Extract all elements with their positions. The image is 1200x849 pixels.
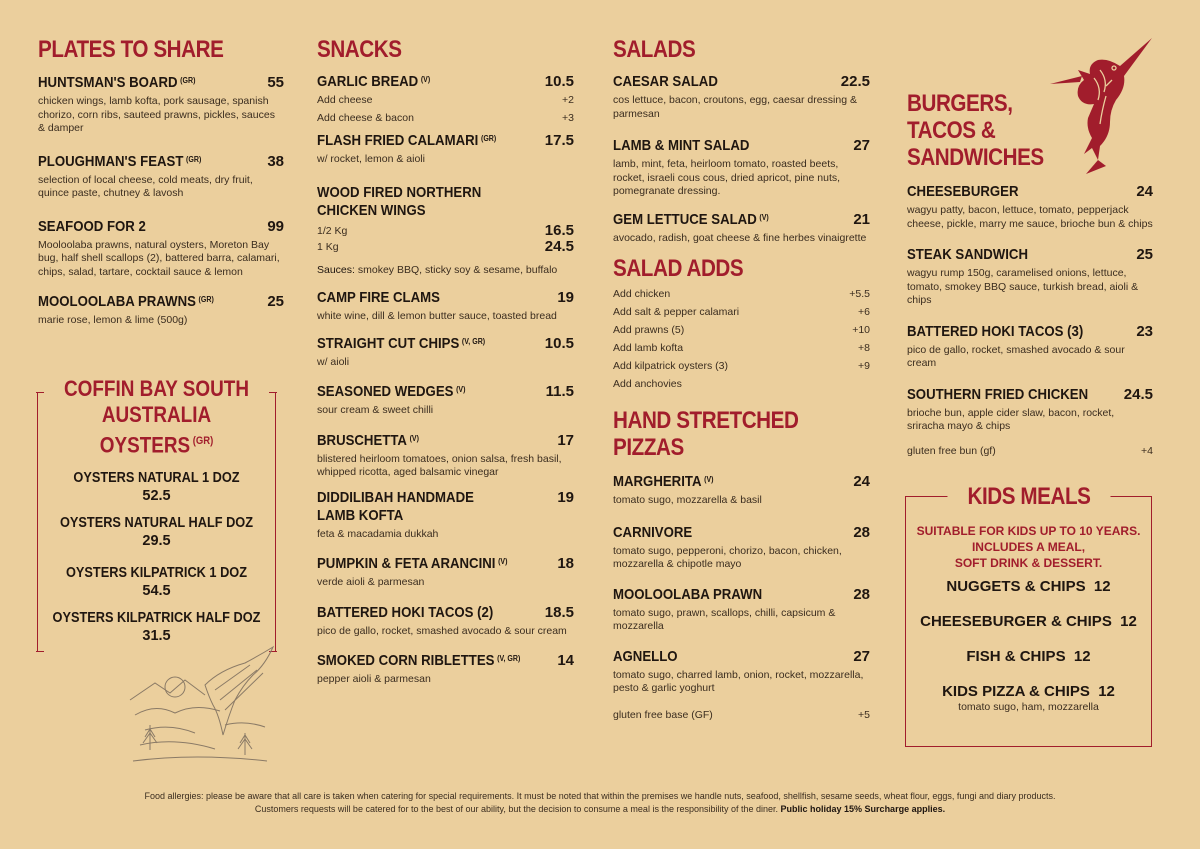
item-name: HUNTSMAN'S BOARD [38, 74, 178, 91]
dietary-tag: (GR) [192, 435, 214, 447]
item-price: 22.5 [840, 73, 870, 90]
item-description: brioche bun, apple cider slaw, bacon, rocket, sriracha mayo & chips [907, 406, 1115, 432]
item-description: tomato sugo, mozzarella & basil [613, 494, 762, 506]
menu-item [317, 184, 574, 278]
dietary-tag: (V) [704, 475, 714, 484]
item-price: 27 [853, 647, 870, 665]
item-description: blistered heirloom tomatoes, onion salsa, fresh basil, whipped ricotta, aged balsamic vinegar [317, 452, 562, 478]
item-price: 24.5 [1123, 385, 1153, 403]
item-name: SMOKED CORN RIBLETTES [317, 652, 495, 669]
item-name: PLOUGHMAN'S FEAST [38, 152, 184, 170]
menu-item [613, 137, 870, 199]
addon-row: Add anchovies [613, 378, 682, 390]
item-name: BATTERED HOKI TACOS (3) [907, 322, 1084, 340]
item-description: w/ rocket, lemon & aioli [317, 153, 425, 165]
item-name: BATTERED HOKI TACOS (2) [317, 603, 494, 621]
allergy-footer: Food allergies: please be aware that all care is taken when catering for special requirements. It must be noted that within the premises we handle nuts, seafood, shellfish, sesame seeds, wheat flour, eggs, fungi and diary products. Customers requests will be catered for to the best of our ability, but the decision to consume a meal is the responsibility of the diner. Public holiday 15% Surcharge applies. [144, 791, 1056, 814]
salads-title: SALADS [613, 36, 696, 63]
item-name: LAMB & MINT SALAD [613, 137, 750, 154]
dietary-tag: (V, GR) [497, 654, 521, 663]
kids-pizza-description: tomato sugo, ham, mozzarella [958, 701, 1099, 713]
menu-item [613, 524, 870, 572]
menu-item [38, 218, 284, 280]
snacks-title: SNACKS [317, 36, 402, 63]
addon-row: gluten free base (GF) +5 [613, 708, 870, 721]
menu-item [317, 289, 574, 324]
item-name: CARNIVORE [613, 523, 693, 541]
menu-item [613, 73, 870, 121]
menu-item [613, 211, 870, 246]
oyster-item: OYSTERS KILPATRICK HALF DOZ 31.5 [52, 610, 261, 644]
item-description: lamb, mint, feta, heirloom tomato, roasted beets, rocket, israeli cous cous, dried apricot, pine nuts, pomegranate dressing. [613, 158, 841, 197]
surcharge-note: Public holiday 15% Surcharge applies. [780, 803, 946, 814]
addon-row: Add lamb kofta +8 [613, 342, 870, 354]
item-name: PUMPKIN & FETA ARANCINI [317, 555, 496, 572]
item-price: 19 [557, 289, 574, 306]
dietary-tag: (V) [420, 75, 431, 84]
addon-row: Add salt & pepper calamari +6 [613, 306, 870, 318]
kids-box [905, 483, 1152, 747]
addon-row: Add chicken +5.5 [613, 288, 870, 300]
item-name: GARLIC BREAD [317, 73, 419, 90]
item-price: 24 [1136, 183, 1153, 200]
menu-item [907, 323, 1153, 371]
dietary-tag: (V) [498, 557, 508, 566]
dietary-tag: (V) [456, 385, 466, 394]
kids-note: SUITABLE FOR KIDS UP TO 10 YEARS. INCLUDES A MEAL, SOFT DRINK & DESSERT. [916, 524, 1141, 570]
addon-row: Add kilpatrick oysters (3) +9 [613, 360, 870, 372]
item-description: feta & macadamia dukkah [317, 527, 439, 540]
dietary-tag: (GR) [186, 154, 202, 164]
addon-row: Add cheese & bacon +3 [317, 112, 574, 124]
plates-column [38, 36, 284, 328]
addon-row: gluten free bun (gf) +4 [907, 444, 1153, 457]
item-name: DIDDILIBAH HANDMADE [317, 488, 474, 506]
item-description: wagyu rump 150g, caramelised onions, lettuce, tomato, smokey BBQ sauce, turkish bread, aioli & chips [907, 267, 1139, 306]
salad-adds-list [613, 285, 870, 393]
item-description: selection of local cheese, cold meats, dry fruit, quince paste, chutney & lavosh [38, 173, 253, 199]
item-description: w/ aioli [317, 355, 350, 368]
item-name: STEAK SANDWICH [907, 246, 1028, 263]
menu-item [38, 153, 284, 201]
addon-row: Add cheese +2 [317, 94, 574, 106]
item-name: CAMP FIRE CLAMS [317, 289, 440, 306]
item-description: pico de gallo, rocket, smashed avocado & sour cream [317, 624, 567, 637]
eagle-landscape-illustration [125, 645, 275, 765]
item-description: Sauces: smokey BBQ, sticky soy & sesame, buffalo [317, 263, 558, 276]
menu-item [907, 183, 1153, 231]
plates-title: PLATES TO SHARE [38, 36, 224, 63]
item-price: 17.5 [544, 132, 574, 149]
item-name: CHICKEN WINGS [317, 201, 426, 219]
menu-item [907, 386, 1153, 434]
item-name: MOOLOOLABA PRAWN [613, 585, 763, 603]
dietary-tag: (GR) [198, 295, 214, 304]
item-description: wagyu patty, bacon, lettuce, tomato, pepperjack cheese, pickle, marry me sauce, brioche bun & chips [907, 204, 1153, 230]
item-price: 11.5 [545, 383, 574, 400]
item-name: CAESAR SALAD [613, 73, 718, 90]
item-name: SOUTHERN FRIED CHICKEN [907, 385, 1089, 403]
menu-item [613, 648, 870, 696]
item-name: BRUSCHETTA [317, 431, 407, 449]
item-description: tomato sugo, prawn, scallops, chilli, capsicum & mozzarella [613, 606, 836, 632]
item-name: AGNELLO [613, 647, 678, 665]
oysters-title: COFFIN BAY SOUTH AUSTRALIA OYSTERS $^{(GR)}$ [63, 376, 250, 458]
item-name: MARGHERITA [613, 473, 702, 490]
kids-item: NUGGETS & CHIPS 12 [946, 578, 1111, 595]
item-price: 99 [267, 217, 284, 235]
menu-item [317, 555, 574, 590]
item-price: 28 [853, 585, 870, 603]
dietary-tag: (V) [409, 433, 419, 443]
item-price: 28 [853, 523, 870, 541]
menu-item [317, 73, 574, 127]
item-description: white wine, dill & lemon butter sauce, toasted bread [317, 310, 557, 322]
item-price: 14 [557, 652, 574, 669]
item-name: LAMB KOFTA [317, 506, 404, 524]
item-description: sour cream & sweet chilli [317, 404, 434, 416]
item-price: 19 [557, 488, 574, 506]
menu-item [317, 432, 574, 480]
option-row: 1 Kg 24.5 [317, 237, 574, 255]
salads-column [613, 36, 870, 724]
item-description: chicken wings, lamb kofta, pork sausage, spanish chorizo, corn ribs, sauteed prawns, pickles, sauces & damper [38, 95, 275, 134]
item-name: GEM LETTUCE SALAD [613, 210, 757, 228]
item-price: 55 [267, 74, 284, 91]
menu-item [317, 335, 574, 370]
item-price: 18 [557, 555, 574, 572]
kids-item: FISH & CHIPS 12 [966, 648, 1091, 665]
menu-item [317, 489, 574, 542]
menu-item [317, 132, 574, 167]
menu-item [317, 383, 574, 418]
item-description: avocado, radish, goat cheese & fine herbes vinaigrette [613, 231, 867, 244]
oyster-item: OYSTERS KILPATRICK 1 DOZ 54.5 [65, 565, 248, 599]
item-price: 18.5 [544, 603, 574, 621]
item-name: SEAFOOD FOR 2 [38, 217, 146, 235]
item-name: MOOLOOLABA PRAWNS [38, 293, 196, 310]
dietary-tag: (V, GR) [461, 336, 486, 346]
menu-item [613, 473, 870, 508]
salad-adds-title: SALAD ADDS [613, 255, 744, 282]
item-name: CHEESEBURGER [907, 183, 1019, 200]
item-price: 17 [557, 431, 574, 449]
item-name: SEASONED WEDGES [317, 383, 454, 400]
item-description: tomato sugo, pepperoni, chorizo, bacon, chicken, mozzarella & chipotle mayo [613, 544, 842, 570]
kids-title: KIDS MEALS [947, 483, 1110, 510]
dietary-tag: (GR) [480, 134, 497, 143]
item-price: 10.5 [544, 73, 574, 90]
burgers-column [907, 90, 1153, 460]
snacks-column [317, 36, 574, 687]
option-row: 1/2 Kg 16.5 [317, 221, 574, 239]
dietary-tag: (V) [759, 212, 769, 222]
item-description: verde aioli & parmesan [317, 576, 425, 588]
menu-item [907, 246, 1153, 308]
item-price: 24 [853, 473, 870, 490]
item-description: marie rose, lemon & lime (500g) [38, 314, 188, 326]
kids-item: CHEESEBURGER & CHIPS 12 [920, 613, 1137, 630]
menu-item [317, 604, 574, 639]
item-price: 25 [1136, 246, 1153, 263]
menu-item [38, 293, 284, 328]
oyster-item: OYSTERS NATURAL HALF DOZ 29.5 [59, 515, 254, 549]
item-description: pico de gallo, rocket, smashed avocado & sour cream [907, 343, 1125, 369]
item-name: STRAIGHT CUT CHIPS [317, 334, 460, 352]
item-price: 10.5 [544, 334, 574, 352]
item-name: FLASH FRIED CALAMARI [317, 132, 479, 149]
kids-item: KIDS PIZZA & CHIPS 12 [942, 683, 1115, 700]
item-price: 38 [267, 152, 284, 170]
item-name: WOOD FIRED NORTHERN [317, 183, 482, 201]
addon-row: Add prawns (5) +10 [613, 324, 870, 336]
oyster-item: OYSTERS NATURAL 1 DOZ 52.5 [73, 470, 240, 504]
item-description: tomato sugo, charred lamb, onion, rocket, mozzarella, pesto & garlic yoghurt [613, 668, 864, 694]
item-description: pepper aioli & parmesan [317, 673, 431, 685]
dietary-tag: (GR) [180, 76, 196, 85]
menu-item [317, 652, 574, 687]
pizzas-title: HAND STRETCHED PIZZAS [613, 407, 799, 461]
burgers-title: BURGERS, TACOS & SANDWICHES [907, 90, 1044, 171]
item-price: 23 [1136, 322, 1153, 340]
oysters-box [37, 376, 276, 652]
item-price: 21 [853, 210, 870, 228]
item-price: 27 [853, 137, 870, 154]
item-description: Mooloolaba prawns, natural oysters, Moreton Bay bug, half shell scallops (2), battered barra, calamari, chips, salad, tartare, cocktail sauce & lemon [38, 238, 280, 278]
item-price: 25 [267, 293, 284, 310]
item-description: cos lettuce, bacon, croutons, egg, caesar dressing & parmesan [613, 94, 857, 120]
menu-item [38, 74, 284, 136]
menu-item [613, 586, 870, 634]
